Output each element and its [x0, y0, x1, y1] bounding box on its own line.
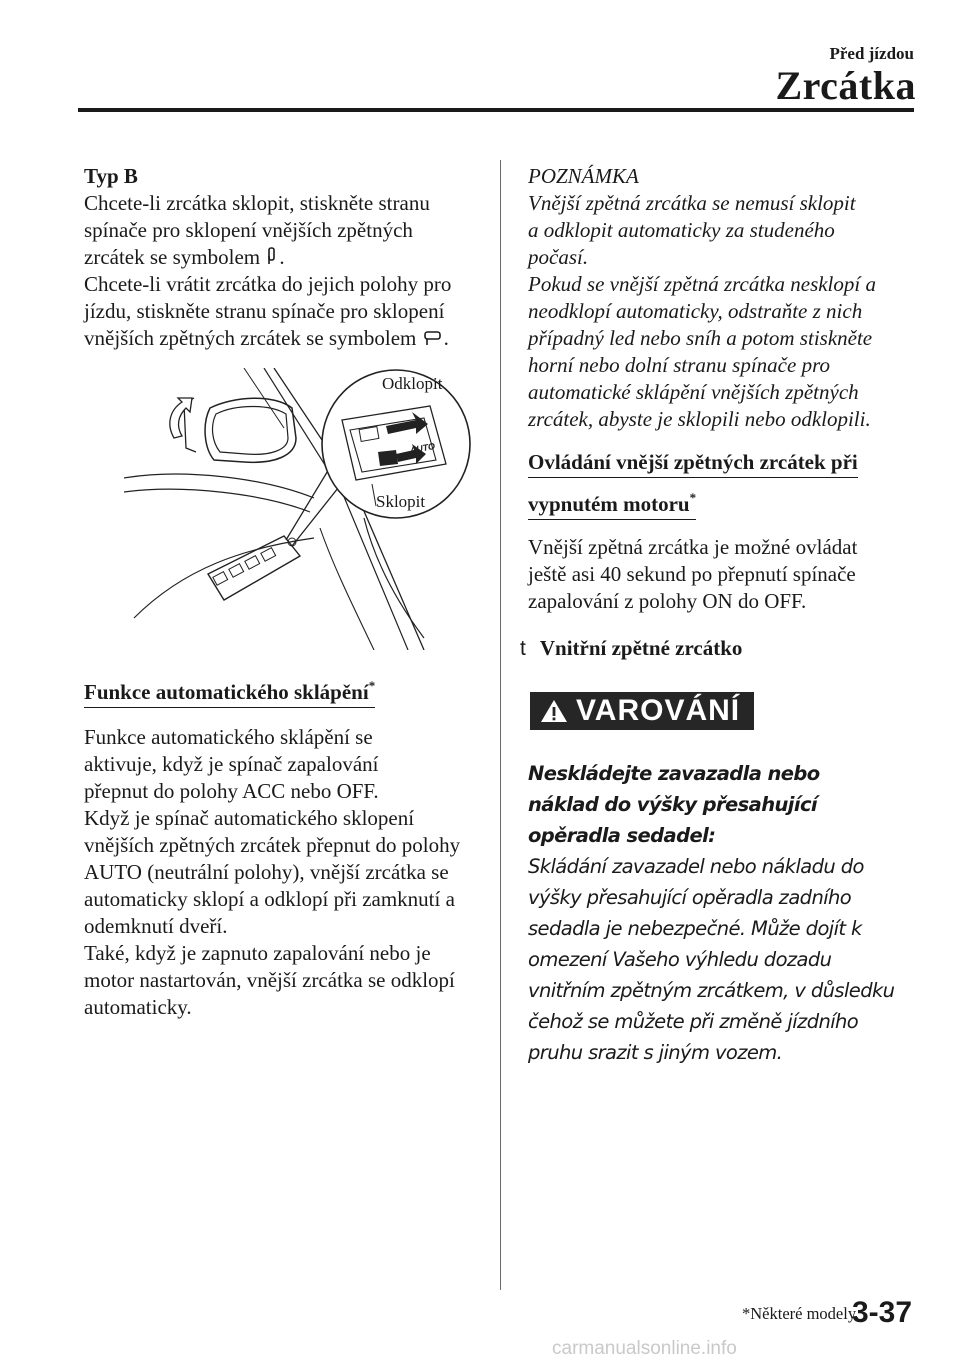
auto-fold-heading — [84, 672, 375, 708]
right-column — [520, 163, 923, 1068]
fold-instruction — [84, 190, 456, 271]
note-title: POZNÁMKA — [528, 164, 639, 188]
bullet-marker: t — [520, 637, 526, 660]
fold-instruction-end: . — [279, 245, 285, 269]
engine-off-heading-text: vypnutém motoru — [528, 492, 690, 516]
engine-off-heading-star: * — [689, 490, 697, 505]
unfold-instruction — [84, 271, 464, 352]
page-title: Zrcátka — [775, 63, 916, 108]
watermark: carmanualsonline.info — [552, 1338, 737, 1359]
engine-off-heading-line-2 — [528, 484, 696, 520]
warning-label: VAROVÁNÍ — [576, 694, 741, 727]
mirror-unfold-symbol-icon — [422, 327, 444, 347]
mirror-switch-illustration — [124, 368, 474, 650]
auto-fold-para-1: Funkce automatického sklápění se aktivuje, když je spínač zapalování přepnut do polohy ACC nebo OFF. — [84, 725, 379, 803]
footnote: *Některé modely. — [742, 1304, 860, 1323]
inner-mirror-heading-row — [520, 635, 923, 662]
mirror-fold-symbol-icon — [265, 246, 279, 266]
header-rule — [78, 108, 914, 112]
auto-fold-heading-star: * — [368, 678, 376, 693]
auto-fold-para-3: Také, když je zapnuto zapalování nebo je motor nastartován, vnější zrcátka se odklopí automaticky. — [84, 941, 455, 1019]
engine-off-heading-line-1: Ovládání vnější zpětných zrcátek při — [528, 449, 858, 478]
unfold-label: Odklopit — [382, 374, 443, 393]
note-line-2: Pokud se vnější zpětná zrcátka nesklopí a neodklopí automaticky, odstraňte z nich případný led nebo sníh a potom stiskněte horní nebo dolní stranu spínače pro automatické sklápění vnějších zpětných zrcátek, abyste je sklopili nebo odklopili. — [528, 272, 876, 431]
auto-fold-heading-text: Funkce automatického sklápění — [84, 680, 369, 704]
inner-mirror-heading: Vnitřní zpětné zrcátko — [539, 636, 743, 660]
auto-fold-para-2: Když je spínač automatického sklopení vnějších zpětných zrcátek přepnut do polohy AUTO (neutrální polohy), vnější zrcátka se automaticky sklopí a odklopí při zamknutí a odemknutí dveří. — [84, 806, 461, 938]
fold-label: Sklopit — [376, 492, 426, 511]
left-column — [84, 163, 479, 1021]
column-divider — [500, 160, 501, 1290]
warning-badge — [530, 692, 754, 730]
warning-triangle-icon — [540, 699, 568, 723]
typ-heading: Typ B — [84, 164, 138, 188]
note-line-1: Vnější zpětná zrcátka se nemusí sklopit a odklopit automaticky za studeného počasí. — [528, 191, 856, 269]
unfold-instruction-text: Chcete-li vrátit zrcátka do jejich polohy pro jízdu, stiskněte stranu spínače pro sklopení vnějších zpětných zrcátek se symbolem — [84, 272, 452, 350]
unfold-instruction-end: . — [443, 326, 449, 350]
auto-label: AUTO — [409, 441, 436, 456]
section-label: Před jízdou — [829, 44, 914, 63]
warning-body-text: Skládání zavazadel nebo nákladu do výšky přesahující opěradla zadního sedadla je nebezpečné. Může dojít k omezení Vašeho výhledu dozadu vnitřním zpětným zrcátkem, v důsledku čehož se můžete při změně jízdního pruhu srazit s jiným vozem. — [528, 855, 895, 1064]
warning-bold-text: Neskládejte zavazadla nebo náklad do výšky přesahující opěradla sedadel: — [528, 762, 820, 847]
engine-off-body: Vnější zpětná zrcátka je možné ovládat ještě asi 40 sekund po přepnutí spínače zapalování z polohy ON do OFF. — [528, 535, 858, 613]
page-number: 3-37 — [852, 1296, 913, 1329]
fold-instruction-text: Chcete-li zrcátka sklopit, stiskněte stranu spínače pro sklopení vnějších zpětných zrcátek se symbolem — [84, 191, 430, 269]
